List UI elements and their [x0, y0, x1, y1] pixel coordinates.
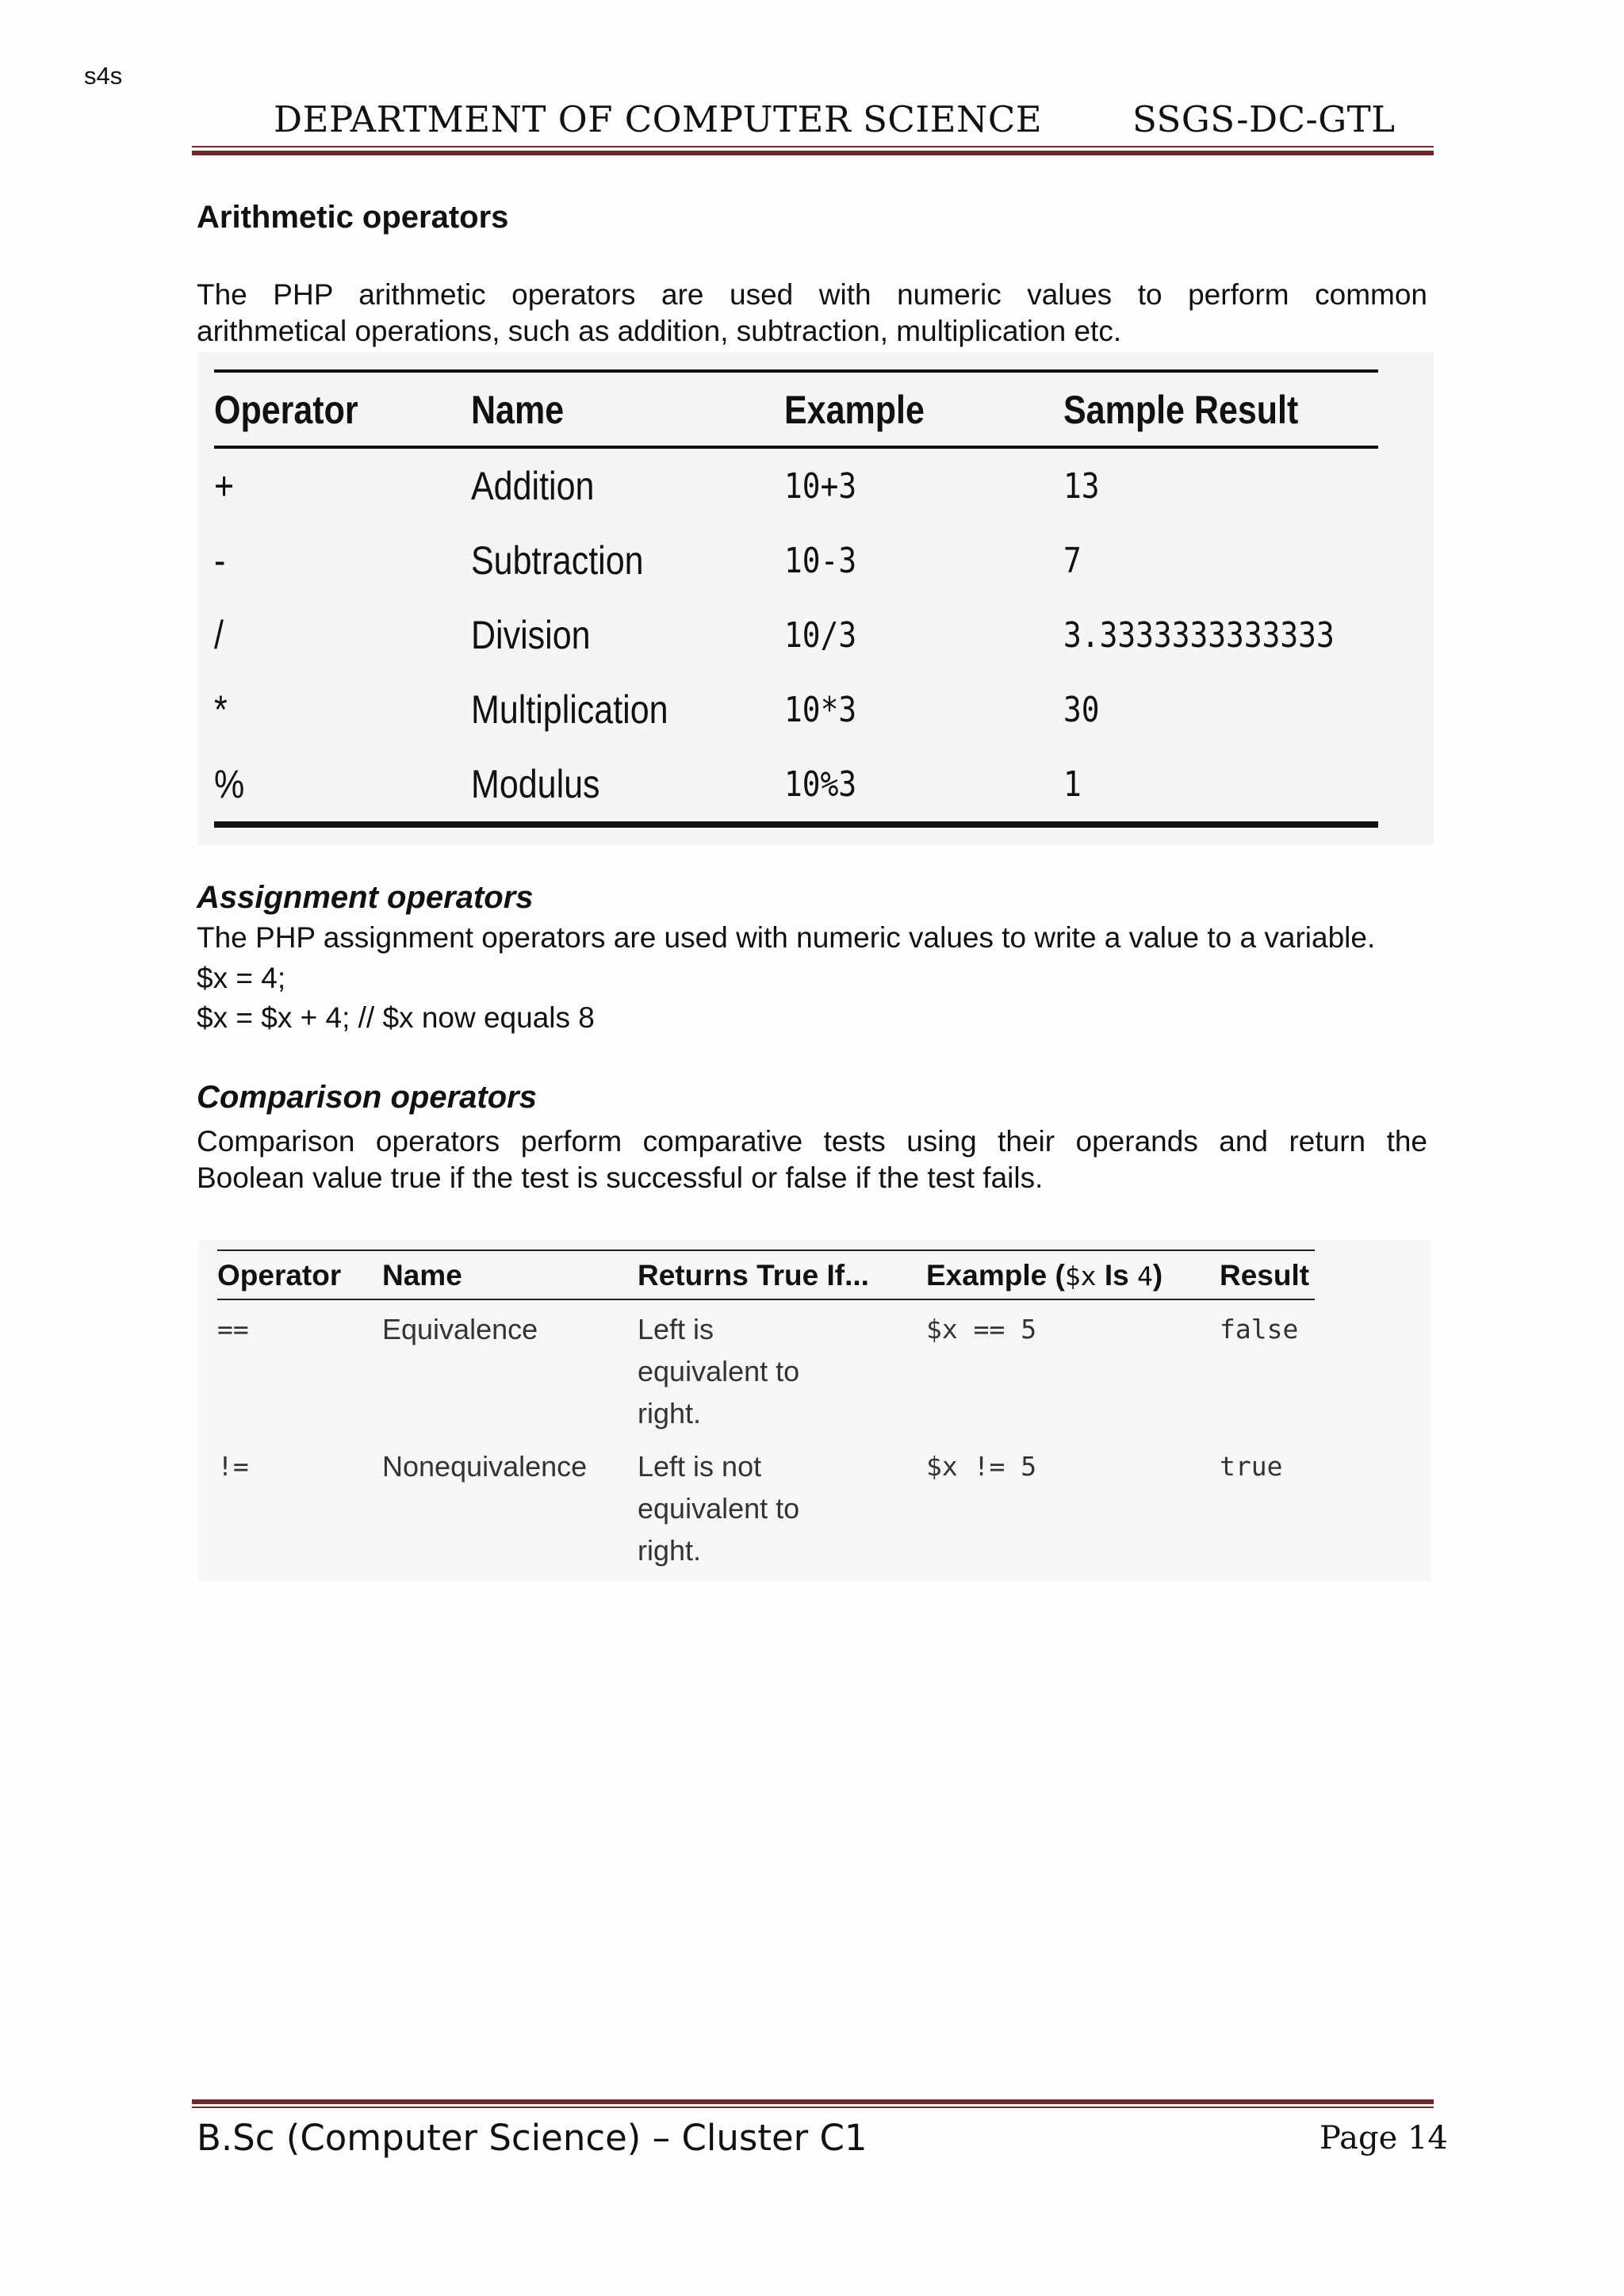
comparison-desc-line2: Boolean value true if the test is successful or false if the test fails. [197, 1161, 1044, 1194]
operator-cell: == [217, 1314, 249, 1345]
comparison-table-figure [198, 1240, 1431, 1581]
example-cell: 10/3 [783, 614, 856, 656]
operator-cell: % [214, 747, 435, 825]
assignment-title: Assignment operators [197, 880, 534, 915]
result-cell: false [1220, 1314, 1299, 1345]
col-operator: Operator [217, 1250, 382, 1299]
header-rule [192, 151, 1434, 155]
col-sample-result: Sample Result [1063, 371, 1335, 447]
operator-cell: / [214, 613, 224, 657]
corner-tag: s4s [84, 62, 123, 90]
operator-cell: * [214, 687, 228, 732]
example-cell: 10*3 [783, 689, 856, 730]
assignment-desc: The PHP assignment operators are used with numeric values to write a value to a variable. [197, 921, 1376, 954]
table-row [214, 598, 1378, 672]
col-example: Example ($x Is 4) [926, 1250, 1220, 1299]
col-name: Name [382, 1250, 638, 1299]
example-cell: 10%3 [784, 747, 1025, 825]
name-cell: Division [470, 613, 591, 657]
name-cell: Multiplication [470, 687, 668, 732]
name-cell: Addition [470, 464, 595, 508]
returns-cell: Left is not equivalent to right. [638, 1450, 800, 1567]
footer-rule-thin [192, 2107, 1434, 2108]
result-cell: 30 [1063, 689, 1100, 730]
table-row [214, 672, 1378, 747]
assignment-code-1: $x = 4; [197, 962, 286, 994]
footer-rule [192, 2099, 1434, 2104]
assignment-code-2: $x = $x + 4; // $x now equals 8 [197, 1001, 595, 1034]
name-cell: Modulus [471, 747, 741, 825]
comparison-title: Comparison operators [197, 1080, 537, 1115]
header-rule-thin [192, 146, 1434, 147]
arithmetic-table [214, 369, 1378, 828]
operator-cell: != [217, 1451, 249, 1482]
col-example: Example [784, 371, 1025, 447]
result-cell: 1 [1063, 747, 1335, 825]
comparison-desc-line1: Comparison operators perform comparative tests using their operands and return the [197, 1125, 1427, 1158]
table-row [214, 747, 1378, 825]
arithmetic-table-figure [198, 352, 1434, 845]
table-row [217, 1299, 1315, 1434]
result-cell: 3.3333333333333 [1063, 614, 1335, 656]
returns-cell: Left is equivalent to right. [638, 1313, 800, 1429]
table-row [214, 447, 1378, 523]
example-cell: 10+3 [783, 465, 856, 507]
result-cell: 7 [1063, 540, 1082, 581]
comparison-table [217, 1249, 1315, 1571]
operator-cell: - [214, 538, 226, 583]
col-returns-true-if: Returns True If... [638, 1250, 926, 1299]
arithmetic-desc-line2: arithmetical operations, such as addition, subtraction, multiplication etc. [197, 315, 1122, 347]
table-row [214, 523, 1378, 598]
header-department: DEPARTMENT OF COMPUTER SCIENCE [274, 98, 1043, 140]
col-result: Result [1220, 1250, 1315, 1299]
example-cell: 10-3 [783, 540, 856, 581]
result-cell: true [1220, 1451, 1283, 1482]
name-cell: Nonequivalence [382, 1450, 588, 1483]
arithmetic-desc-line1: The PHP arithmetic operators are used with numeric values to perform common [197, 278, 1427, 311]
comparison-table-header [217, 1250, 1315, 1299]
col-operator: Operator [214, 371, 435, 447]
arithmetic-table-header [214, 371, 1378, 447]
name-cell: Equivalence [382, 1313, 538, 1345]
arithmetic-title: Arithmetic operators [197, 200, 509, 235]
example-cell: $x == 5 [926, 1314, 1037, 1345]
footer-course: B.Sc (Computer Science) – Cluster C1 [197, 2117, 868, 2159]
name-cell: Subtraction [470, 538, 644, 583]
col-name: Name [471, 371, 741, 447]
header-code: SSGS-DC-GTL [1132, 98, 1396, 140]
result-cell: 13 [1063, 465, 1100, 507]
footer-page-number: Page 14 [1320, 2120, 1448, 2156]
table-row [217, 1434, 1315, 1571]
example-cell: $x != 5 [926, 1451, 1037, 1482]
operator-cell: + [214, 464, 235, 508]
